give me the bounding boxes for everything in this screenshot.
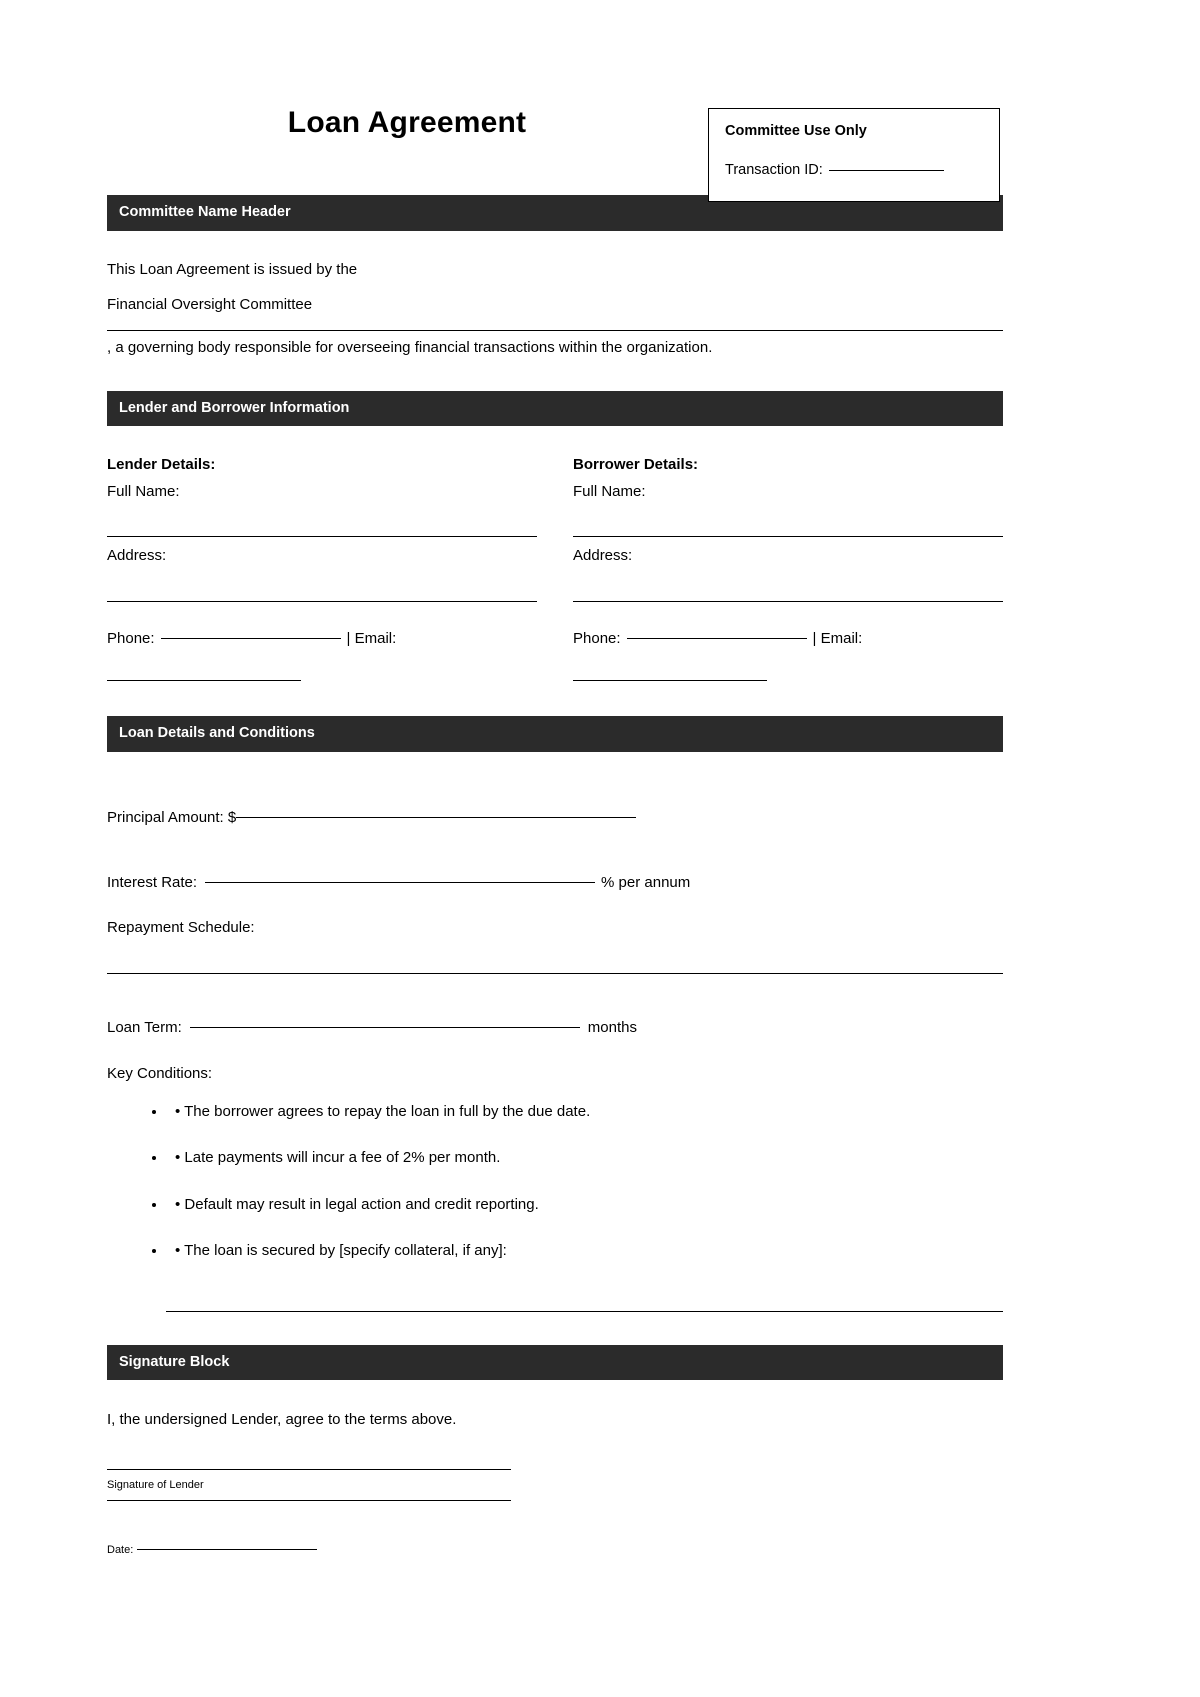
interest-rate-label: Interest Rate: [107, 873, 198, 891]
list-item: • • Late payments will incur a fee of 2% per month. [167, 1150, 1003, 1167]
loan-term-input-line[interactable] [190, 1027, 580, 1028]
signature-statement: I, the undersigned Lender, agree to the terms above. [107, 1411, 457, 1429]
borrower-column [573, 457, 1003, 681]
lender-column [107, 457, 537, 681]
lender-full-name-label: Full Name: [107, 482, 180, 500]
list-item: • • The borrower agrees to repay the loan in full by the due date. [167, 1104, 1003, 1121]
lender-borrower-columns [107, 457, 1003, 681]
list-item: • • The loan is secured by [specify collateral, if any]: [167, 1243, 1003, 1260]
section-band-committee-name: Committee Name Header [107, 195, 1003, 231]
section-band-lender-borrower: Lender and Borrower Information [107, 391, 1003, 427]
date-row [107, 1544, 1003, 1556]
borrower-email-input-line[interactable] [573, 680, 767, 681]
lender-phone-email-row [107, 631, 537, 648]
lender-phone-input-line[interactable] [161, 638, 341, 639]
transaction-id-input-line[interactable] [829, 170, 944, 171]
list-item: • • Default may result in legal action and credit reporting. [167, 1197, 1003, 1214]
loan-term-row [107, 1020, 1003, 1037]
principal-amount-label: Principal Amount: $ [107, 809, 237, 827]
repayment-schedule-label: Repayment Schedule: [107, 919, 255, 937]
signature-caption: Signature of Lender [107, 1478, 204, 1491]
borrower-phone-label: Phone: [573, 629, 621, 647]
lender-details-heading: Lender Details: [107, 456, 216, 474]
intro-line-1: This Loan Agreement is issued by the [107, 260, 358, 278]
interest-rate-input-line[interactable] [205, 882, 595, 883]
transaction-id-label: Transaction ID: [725, 162, 823, 179]
interest-rate-row [107, 875, 1003, 892]
intro-line-2: Financial Oversight Committee [107, 295, 313, 313]
document-content [107, 0, 1003, 1556]
section-band-loan-details: Loan Details and Conditions [107, 716, 1003, 752]
key-conditions-list [107, 1104, 1003, 1260]
borrower-email-label: | Email: [812, 629, 863, 647]
lender-email-input-line[interactable] [107, 680, 301, 681]
transaction-id-row [725, 162, 983, 178]
section-band-signature: Signature Block [107, 1345, 1003, 1381]
date-input-line[interactable] [137, 1549, 317, 1550]
borrower-phone-email-row [573, 631, 1003, 648]
borrower-details-heading: Borrower Details: [573, 456, 699, 474]
key-conditions-label: Key Conditions: [107, 1064, 213, 1082]
committee-use-only-title: Committee Use Only [725, 123, 867, 139]
borrower-address-label: Address: [573, 547, 633, 565]
lender-phone-label: Phone: [107, 629, 155, 647]
interest-rate-suffix: % per annum [601, 873, 691, 891]
lender-address-label: Address: [107, 547, 167, 565]
lender-email-label: | Email: [346, 629, 397, 647]
page-title: Loan Agreement [287, 106, 527, 139]
title-row [107, 0, 1003, 179]
principal-amount-input-line[interactable] [236, 817, 636, 818]
principal-amount-row [107, 810, 1003, 827]
date-label: Date: [107, 1543, 134, 1556]
committee-use-only-box [708, 108, 1000, 202]
borrower-full-name-label: Full Name: [573, 482, 646, 500]
borrower-phone-input-line[interactable] [627, 638, 807, 639]
loan-term-suffix: months [587, 1019, 637, 1037]
intro-line-3: , a governing body responsible for overseeing financial transactions within the organization. [107, 338, 713, 356]
loan-term-label: Loan Term: [107, 1019, 182, 1037]
